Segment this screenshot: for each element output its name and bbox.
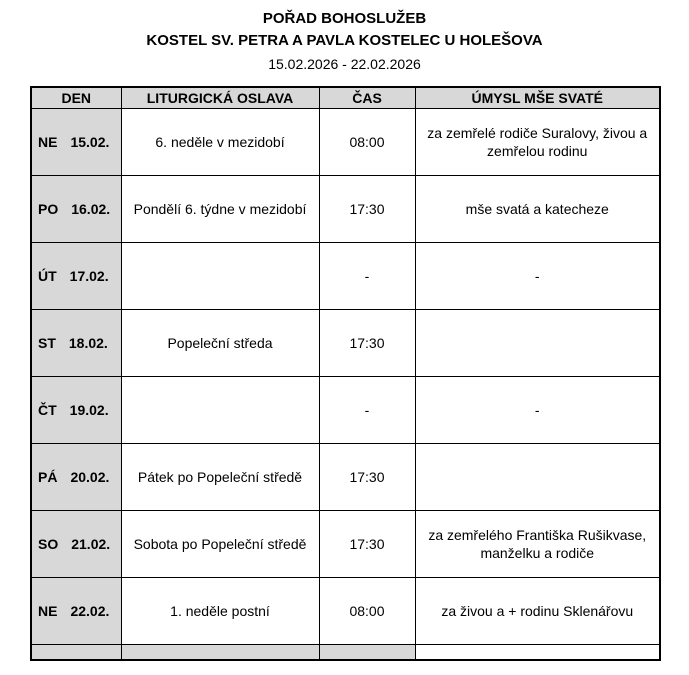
- column-header-den: DEN: [31, 87, 121, 109]
- celebration-cell: Sobota po Popeleční středě: [121, 511, 319, 578]
- time-cell: 08:00: [319, 109, 415, 176]
- table-row: [31, 176, 660, 243]
- footer-cell: [31, 645, 121, 660]
- table-row: [31, 444, 660, 511]
- intention-cell: [415, 444, 660, 511]
- day-abbrev: NE: [38, 134, 58, 151]
- celebration-cell: [121, 243, 319, 310]
- date-range: 15.02.2026 - 22.02.2026: [268, 56, 421, 72]
- table-row: [31, 109, 660, 176]
- table-row: [31, 377, 660, 444]
- column-header-time: ČAS: [319, 87, 415, 109]
- header-row: [31, 87, 660, 109]
- day-abbrev: NE: [38, 603, 58, 620]
- schedule-table: [30, 86, 661, 661]
- intention-cell: za živou a + rodinu Sklenářovu: [415, 578, 660, 645]
- intention-cell: za zemřelé rodiče Suralovy, živou a zemřelou rodinu: [415, 109, 660, 176]
- table-row: [31, 511, 660, 578]
- day-date: 17.02.: [69, 268, 109, 285]
- den-cell: [31, 310, 121, 377]
- footer-cell: [319, 645, 415, 660]
- celebration-cell: 6. neděle v mezidobí: [121, 109, 319, 176]
- den-cell: [31, 243, 121, 310]
- celebration-cell: [121, 377, 319, 444]
- time-cell: -: [319, 377, 415, 444]
- den-cell: [31, 578, 121, 645]
- day-date: 15.02.: [70, 134, 110, 151]
- den-cell: [31, 176, 121, 243]
- footer-strip-row: [31, 645, 660, 660]
- time-cell: 17:30: [319, 176, 415, 243]
- page-subtitle: KOSTEL SV. PETRA A PAVLA KOSTELEC U HOLEŠOVA: [146, 32, 543, 49]
- table-row: [31, 243, 660, 310]
- day-abbrev: SO: [38, 536, 59, 553]
- time-cell: -: [319, 243, 415, 310]
- day-abbrev: PÁ: [38, 469, 58, 486]
- day-abbrev: ST: [38, 335, 56, 352]
- day-date: 20.02.: [70, 469, 110, 486]
- intention-cell: mše svatá a katecheze: [415, 176, 660, 243]
- intention-cell: za zemřelého Františka Rušikvase, manželku a rodiče: [415, 511, 660, 578]
- footer-cell: [121, 645, 319, 660]
- day-abbrev: PO: [38, 201, 59, 218]
- footer-cell: [415, 645, 660, 660]
- time-cell: 17:30: [319, 511, 415, 578]
- intention-cell: -: [415, 377, 660, 444]
- day-date: 22.02.: [70, 603, 110, 620]
- day-date: 16.02.: [71, 201, 111, 218]
- document-header: [0, 0, 689, 72]
- column-header-intention: ÚMYSL MŠE SVATÉ: [415, 87, 660, 109]
- celebration-cell: Popeleční středa: [121, 310, 319, 377]
- schedule-header: [31, 87, 660, 109]
- time-cell: 17:30: [319, 444, 415, 511]
- table-row: [31, 578, 660, 645]
- day-date: 21.02.: [71, 536, 111, 553]
- den-cell: [31, 444, 121, 511]
- celebration-cell: Pátek po Popeleční středě: [121, 444, 319, 511]
- time-cell: 17:30: [319, 310, 415, 377]
- intention-cell: -: [415, 243, 660, 310]
- den-cell: [31, 109, 121, 176]
- celebration-cell: 1. neděle postní: [121, 578, 319, 645]
- intention-cell: [415, 310, 660, 377]
- page-title: POŘAD BOHOSLUŽEB: [262, 10, 427, 27]
- day-abbrev: ÚT: [38, 268, 57, 285]
- day-date: 19.02.: [69, 402, 109, 419]
- day-abbrev: ČT: [38, 402, 57, 419]
- day-date: 18.02.: [68, 335, 108, 352]
- time-cell: 08:00: [319, 578, 415, 645]
- den-cell: [31, 511, 121, 578]
- table-row: [31, 310, 660, 377]
- column-header-celebration: LITURGICKÁ OSLAVA: [121, 87, 319, 109]
- schedule-body: [31, 109, 660, 660]
- celebration-cell: Pondělí 6. týdne v mezidobí: [121, 176, 319, 243]
- den-cell: [31, 377, 121, 444]
